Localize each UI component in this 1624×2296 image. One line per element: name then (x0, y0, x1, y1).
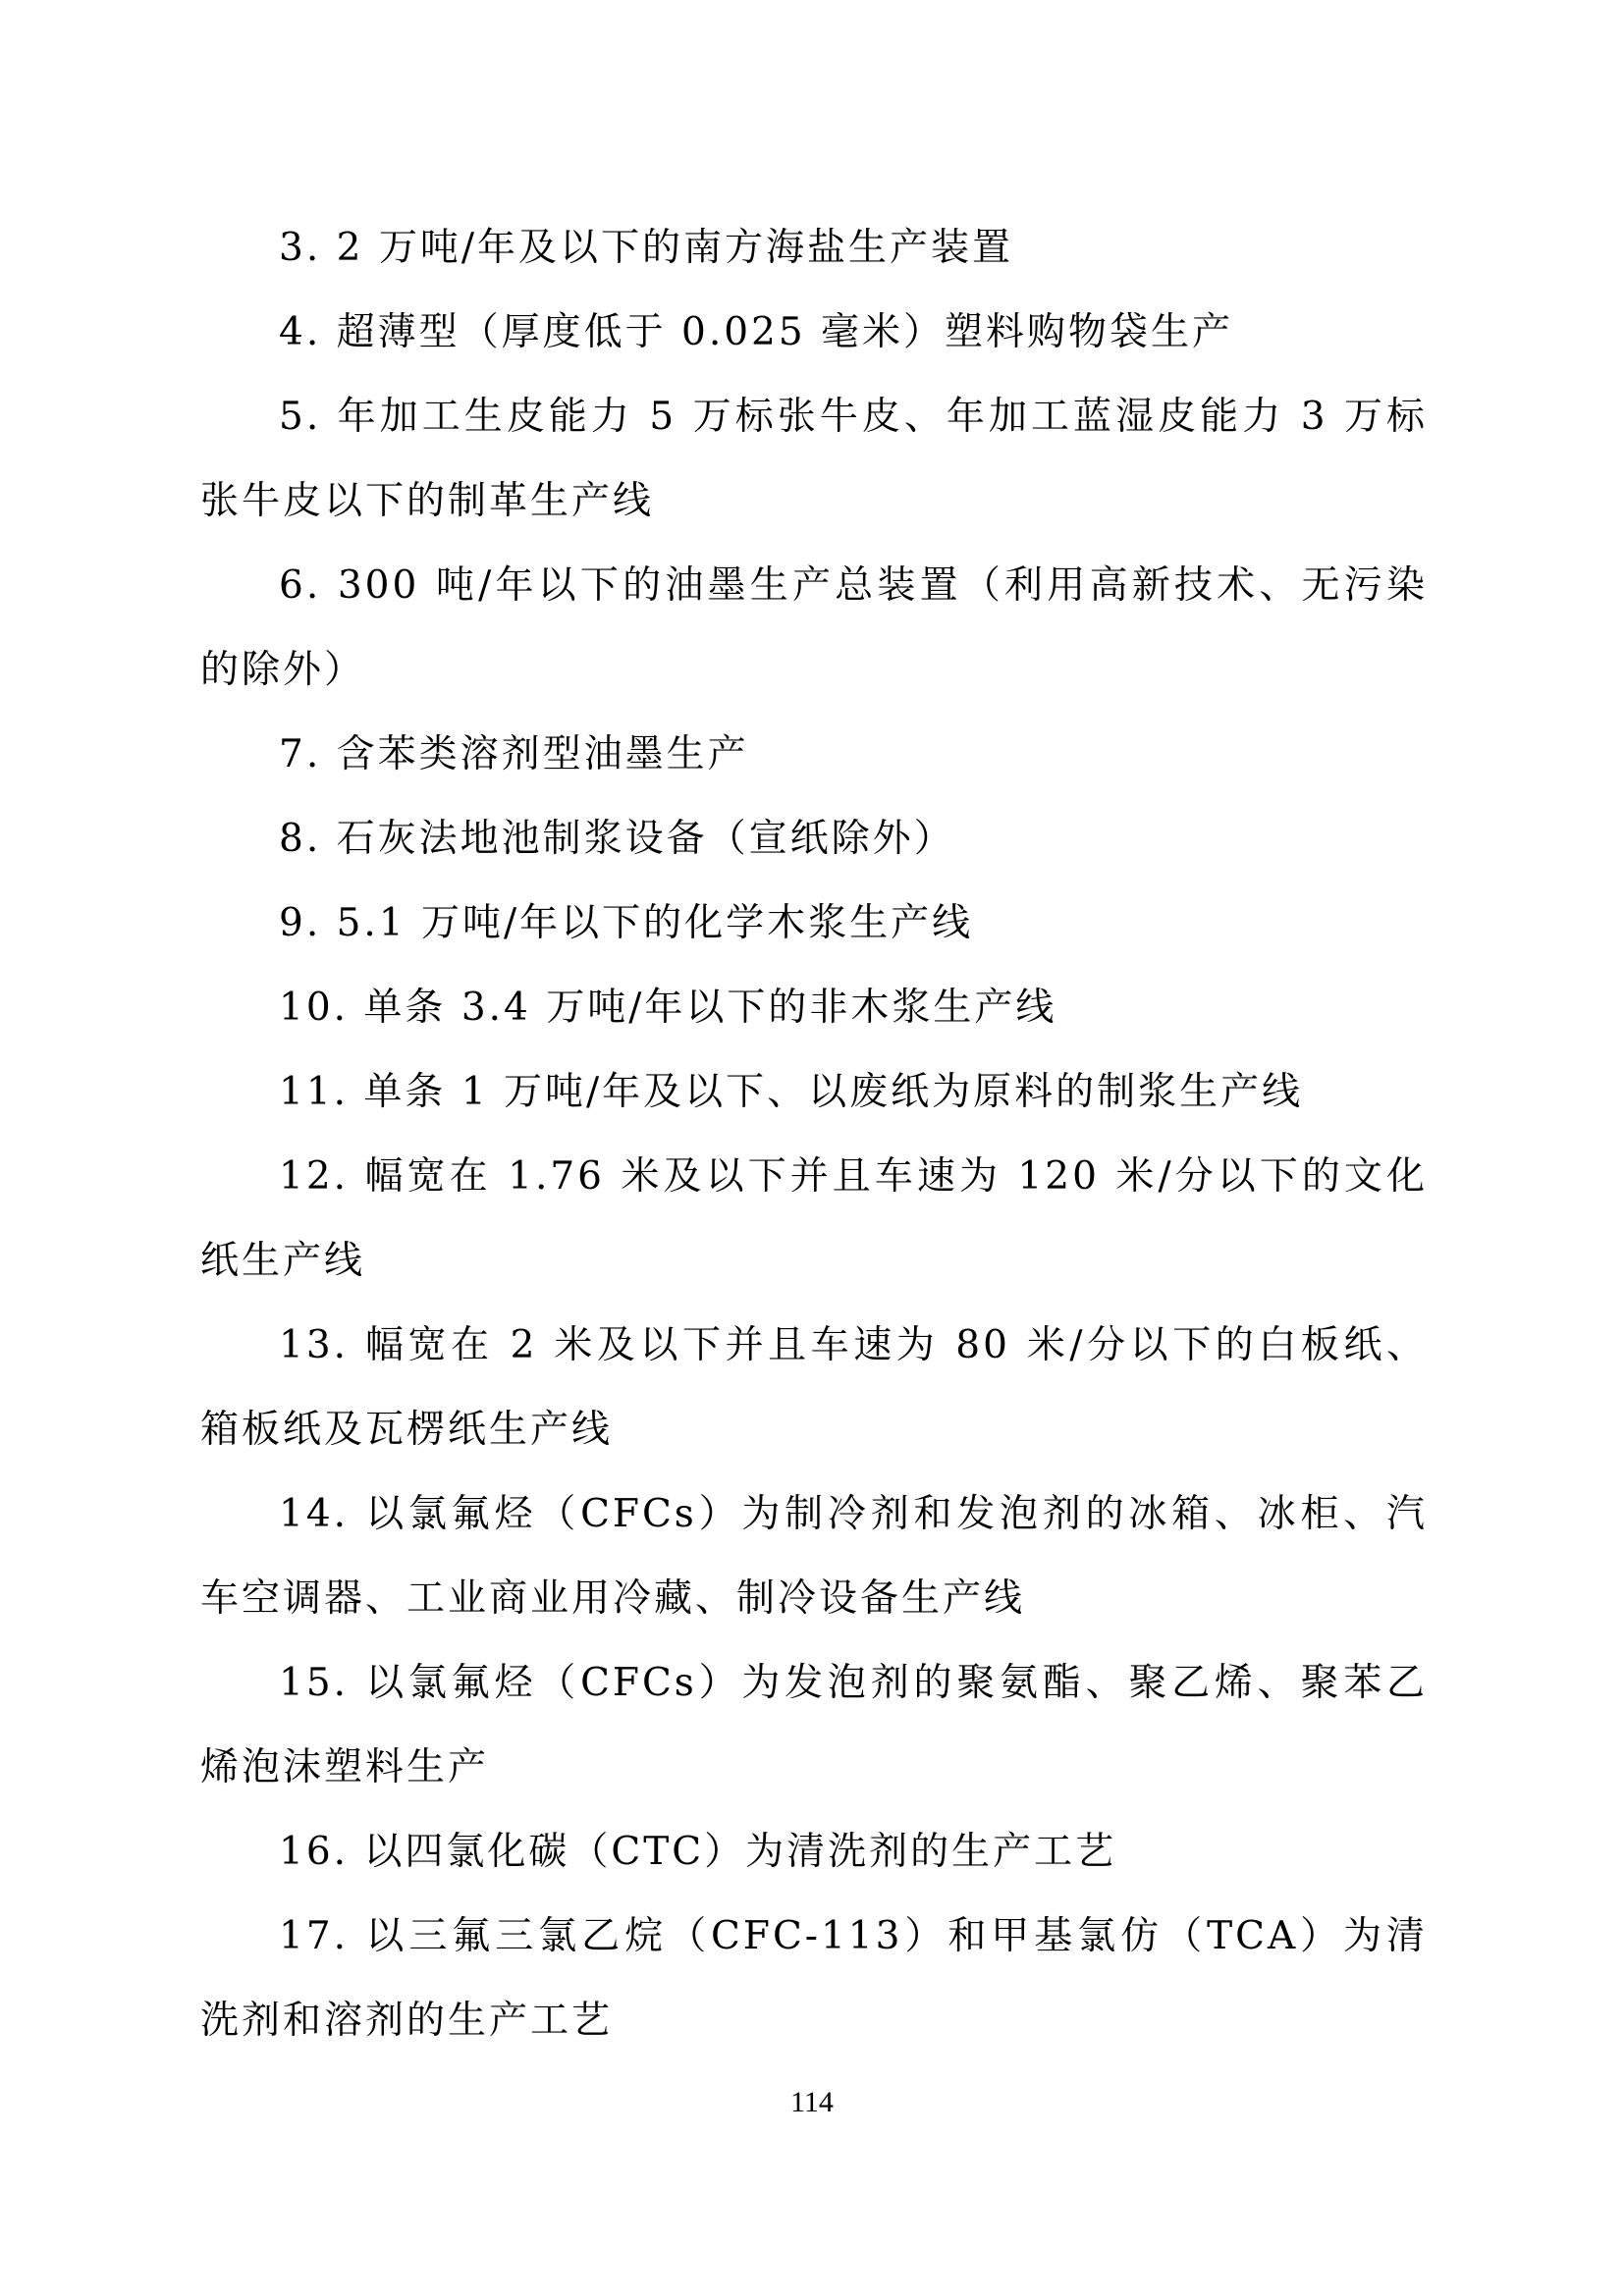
list-item-14: 14. 以氯氟烃（CFCs）为制冷剂和发泡剂的冰箱、冰柜、汽车空调器、工业商业用冷藏、制冷设备生产线 (200, 1492, 1428, 1621)
list-item-15: 15. 以氯氟烃（CFCs）为发泡剂的聚氨酯、聚乙烯、聚苯乙烯泡沫塑料生产 (200, 1661, 1428, 1789)
list-item-9: 9. 5.1 万吨/年以下的化学木浆生产线 (279, 901, 974, 945)
list-item-4: 4. 超薄型（厚度低于 0.025 毫米）塑料购物袋生产 (279, 310, 1234, 354)
list-item-17: 17. 以三氟三氯乙烷（CFC-113）和甲基氯仿（TCA）为清洗剂和溶剂的生产工艺 (200, 1914, 1428, 2043)
list-item-13: 13. 幅宽在 2 米及以下并且车速为 80 米/分以下的白板纸、箱板纸及瓦楞纸生产线 (200, 1323, 1428, 1452)
list-item-12: 12. 幅宽在 1.76 米及以下并且车速为 120 米/分以下的文化纸生产线 (200, 1154, 1428, 1283)
list-item-3: 3. 2 万吨/年及以下的南方海盐生产装置 (279, 226, 1013, 270)
list-item-7: 7. 含苯类溶剂型油墨生产 (279, 732, 749, 776)
list-item-10: 10. 单条 3.4 万吨/年以下的非木浆生产线 (279, 986, 1057, 1030)
list-item-5: 5. 年加工生皮能力 5 万标张牛皮、年加工蓝湿皮能力 3 万标张牛皮以下的制革生产线 (200, 395, 1428, 523)
list-item-11: 11. 单条 1 万吨/年及以下、以废纸为原料的制浆生产线 (279, 1070, 1304, 1114)
list-item-6: 6. 300 吨/年以下的油墨生产总装置（利用高新技术、无污染的除外） (200, 563, 1428, 692)
page-number: 114 (790, 2086, 834, 2118)
page-body (200, 206, 1428, 2063)
list-item-16: 16. 以四氯化碳（CTC）为清洗剂的生产工艺 (279, 1830, 1117, 1874)
list-item-8: 8. 石灰法地池制浆设备（宣纸除外） (279, 817, 955, 861)
